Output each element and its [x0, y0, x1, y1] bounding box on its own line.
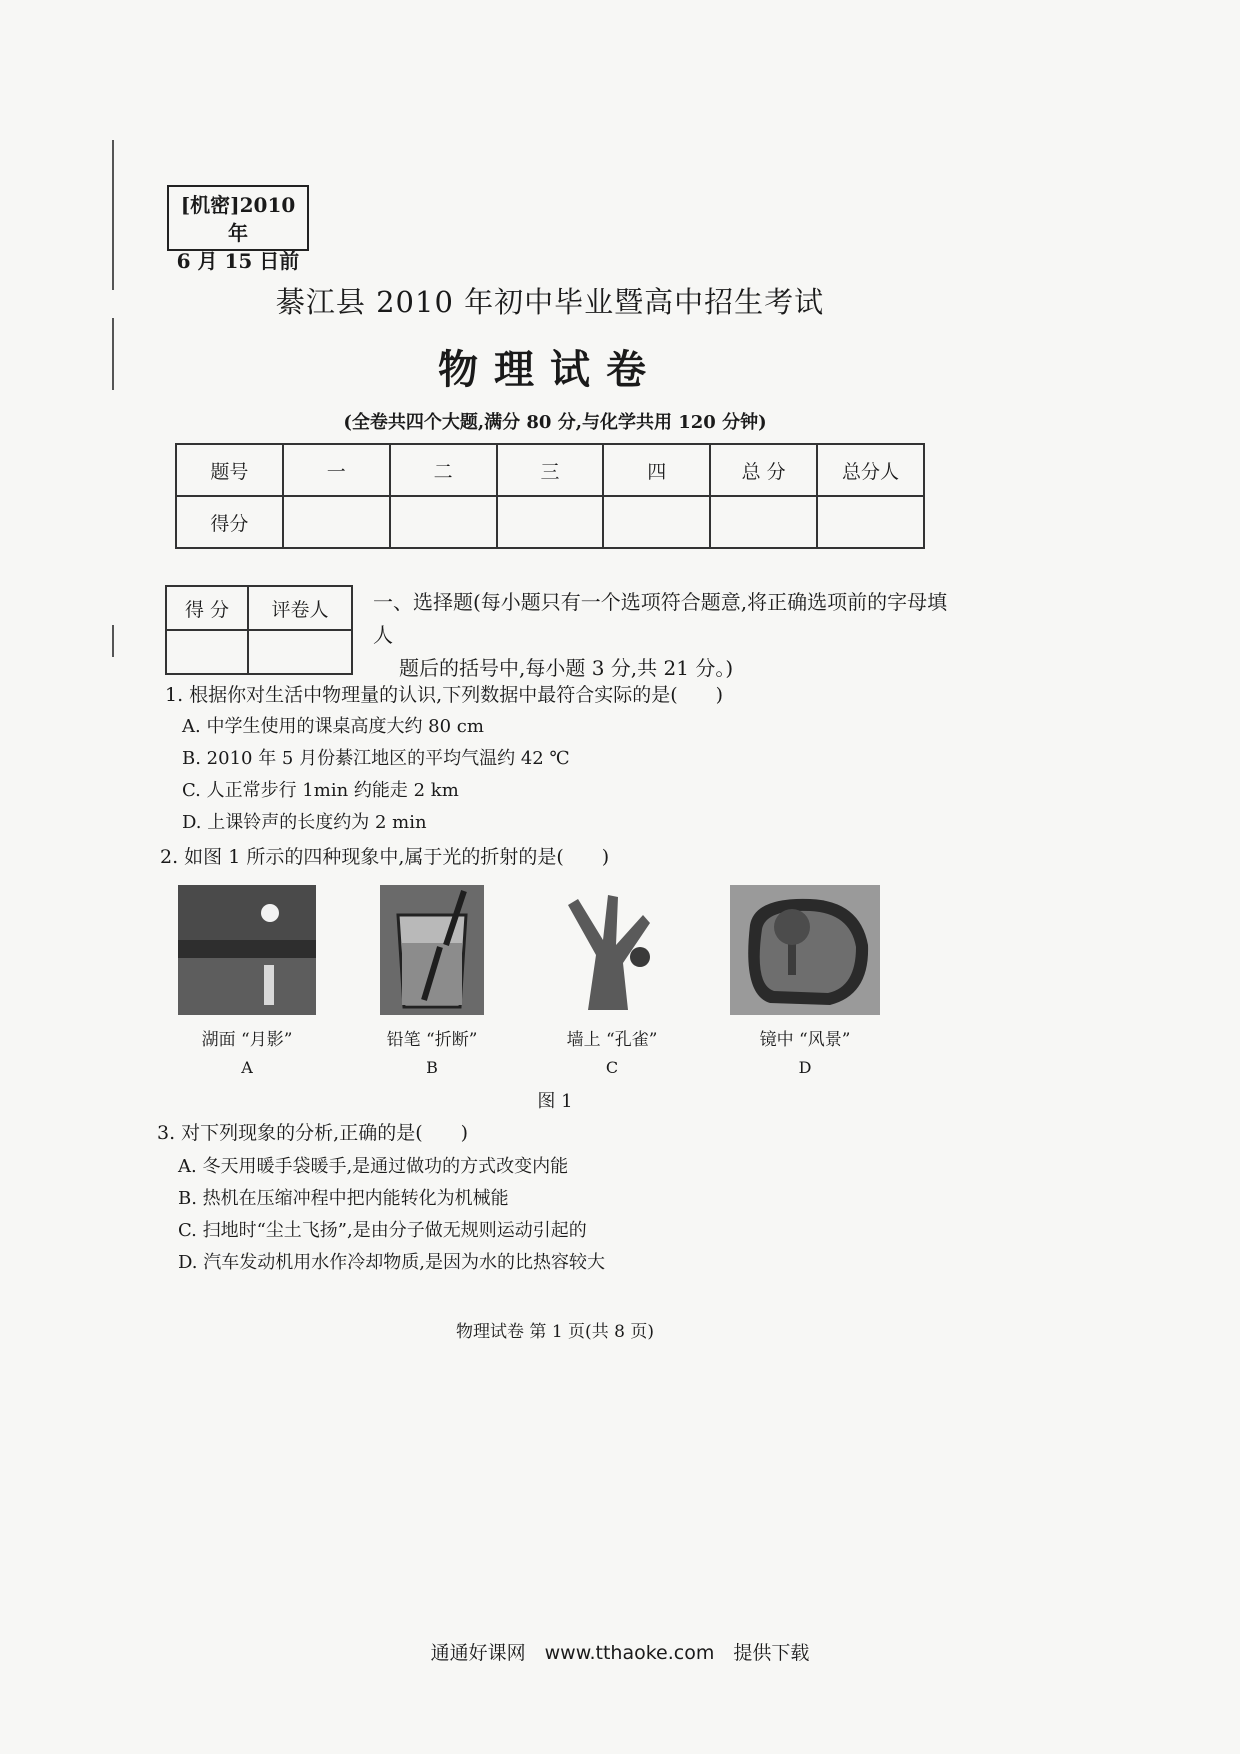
figure-b-caption: 铅笔 “折断”	[386, 1030, 478, 1050]
confidential-line-2: 6 月 15 日前	[176, 249, 300, 273]
question-1-option-b: B. 2010 年 5 月份綦江地区的平均气温约 42 ℃	[182, 748, 570, 769]
figure-a-caption: 湖面 “月影”	[201, 1030, 293, 1050]
question-3-option-d: D. 汽车发动机用水作冷却物质,是因为水的比热容较大	[178, 1252, 605, 1273]
score-blank-cell[interactable]	[817, 496, 924, 548]
score-cell: 三	[497, 444, 604, 496]
page-footer: 物理试卷 第 1 页(共 8 页)	[456, 1322, 654, 1342]
grader-score-blank[interactable]	[166, 630, 248, 674]
question-3-option-b: B. 热机在压缩冲程中把内能转化为机械能	[178, 1188, 509, 1209]
question-2-stem: 2. 如图 1 所示的四种现象中,属于光的折射的是( )	[160, 846, 610, 868]
subject-title: 物理试卷	[438, 346, 662, 393]
question-1-stem: 1. 根据你对生活中物理量的认识,下列数据中最符合实际的是( )	[165, 684, 724, 706]
grader-score-label: 得 分	[166, 586, 248, 630]
question-3-stem: 3. 对下列现象的分析,正确的是( )	[157, 1122, 469, 1144]
score-table	[175, 443, 925, 549]
car-mirror-photo-icon	[730, 885, 880, 1015]
section-1-line-1: 一、选择题(每小题只有一个选项符合题意,将正确选项前的字母填人	[373, 590, 948, 647]
section-1-heading	[373, 586, 963, 685]
binding-margin-line	[112, 625, 114, 657]
exam-title: 綦江县 2010 年初中毕业暨高中招生考试	[275, 285, 825, 319]
figure-c-letter: C	[605, 1058, 619, 1077]
grader-name-blank[interactable]	[248, 630, 352, 674]
question-3-option-c: C. 扫地时“尘土飞扬”,是由分子做无规则运动引起的	[178, 1220, 587, 1241]
score-cell: 二	[390, 444, 497, 496]
question-1-option-c: C. 人正常步行 1min 约能走 2 km	[182, 780, 459, 801]
score-cell: 题号	[176, 444, 283, 496]
binding-margin-line	[112, 140, 114, 290]
moon-reflection-photo-icon	[178, 885, 316, 1015]
confidential-line-1: [机密]2010 年	[180, 193, 296, 245]
figure-a-letter: A	[241, 1058, 253, 1077]
section-1-line-2: 题后的括号中,每小题 3 分,共 21 分。)	[399, 656, 734, 680]
figure-d-caption: 镜中 “风景”	[759, 1030, 851, 1050]
hand-shadow-photo-icon	[548, 885, 666, 1015]
grader-name-label: 评卷人	[248, 586, 352, 630]
score-cell: 四	[603, 444, 710, 496]
confidential-box	[167, 185, 309, 273]
score-row-label: 得分	[176, 496, 283, 548]
exam-note: (全卷共四个大题,满分 80 分,与化学共用 120 分钟)	[343, 412, 767, 433]
pencil-in-water-photo-icon	[380, 885, 484, 1015]
score-blank-cell[interactable]	[710, 496, 817, 548]
figure-d-letter: D	[798, 1058, 812, 1077]
question-1-option-d: D. 上课铃声的长度约为 2 min	[182, 812, 427, 833]
source-line: 通通好课网 www.tthaoke.com 提供下载	[430, 1642, 810, 1664]
score-cell: 总 分	[710, 444, 817, 496]
figure-1-label: 图 1	[537, 1091, 573, 1112]
figure-c-caption: 墙上 “孔雀”	[566, 1030, 658, 1050]
score-cell: 一	[283, 444, 390, 496]
score-blank-cell[interactable]	[283, 496, 390, 548]
score-blank-cell[interactable]	[390, 496, 497, 548]
score-cell: 总分人	[817, 444, 924, 496]
grader-table	[165, 585, 353, 675]
question-1-option-a: A. 中学生使用的课桌高度大约 80 cm	[182, 716, 484, 737]
figure-b-letter: B	[426, 1058, 438, 1077]
score-table-header-row	[176, 444, 924, 496]
score-blank-cell[interactable]	[497, 496, 604, 548]
score-table-score-row	[176, 496, 924, 548]
score-blank-cell[interactable]	[603, 496, 710, 548]
question-3-option-a: A. 冬天用暖手袋暖手,是通过做功的方式改变内能	[178, 1156, 569, 1177]
